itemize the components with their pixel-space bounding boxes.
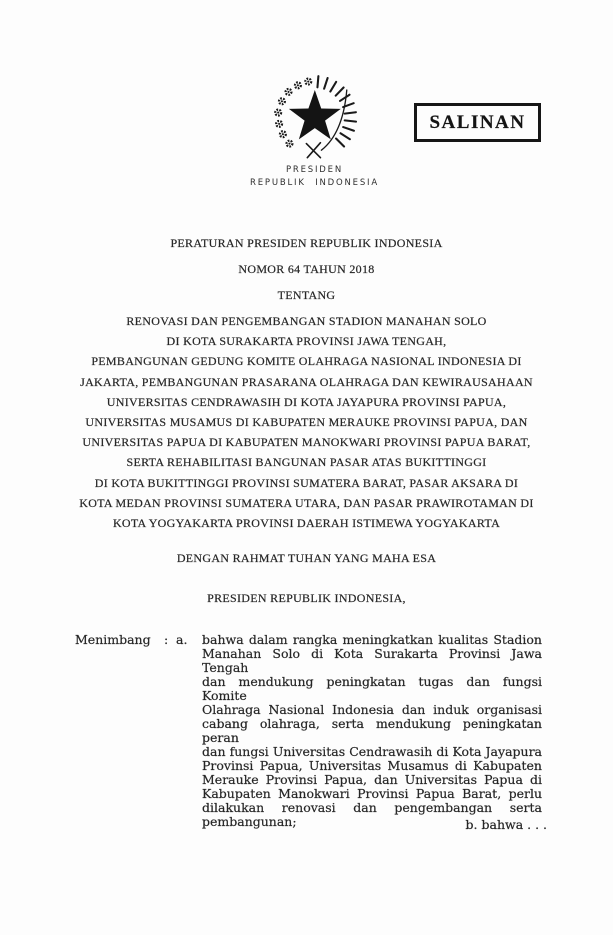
considering-paragraph bbox=[202, 633, 542, 829]
catchword: b. bahwa . . . bbox=[465, 817, 547, 832]
considering-line: dilakukan renovasi dan pengembangan serta bbox=[202, 800, 542, 815]
considering-line: cabang olahraga, serta mendukung peningkatan peran bbox=[202, 716, 542, 745]
salinan-stamp bbox=[414, 103, 541, 142]
invocation-line: DENGAN RAHMAT TUHAN YANG MAHA ESA bbox=[176, 551, 437, 565]
subject-line: KOTA MEDAN PROVINSI SUMATERA UTARA, DAN PASAR PRAWIROTAMAN DI bbox=[79, 495, 534, 510]
considering-line: Kabupaten Manokwari Provinsi Papua Barat, perlu bbox=[202, 786, 542, 801]
subject-line: SERTA REHABILITASI BANGUNAN PASAR ATAS BUKITTINGGI bbox=[126, 455, 487, 470]
considering-item-letter: a. bbox=[176, 632, 188, 647]
salinan-stamp-label: SALINAN bbox=[429, 111, 526, 133]
regulation-subject bbox=[0, 311, 613, 533]
considering-line: dan mendukung peningkatan tugas dan fungsi Komite bbox=[202, 674, 542, 703]
subject-line: JAKARTA, PEMBANGUNAN PRASARANA OLAHRAGA DAN KEWIRAUSAHAAN bbox=[80, 374, 533, 389]
subject-line: UNIVERSITAS MUSAMUS DI KABUPATEN MERAUKE PROVINSI PAPUA, DAN bbox=[85, 415, 528, 430]
letterhead-line-presiden: PRESIDEN bbox=[286, 165, 343, 175]
about-label: TENTANG bbox=[277, 288, 336, 302]
considering-line: Provinsi Papua, Universitas Musamus di Kabupaten bbox=[202, 758, 542, 773]
crossed-stems-icon bbox=[306, 143, 320, 158]
letterhead bbox=[8, 164, 613, 189]
subject-line: PEMBANGUNAN GEDUNG KOMITE OLAHRAGA NASIONAL INDONESIA DI bbox=[91, 354, 522, 369]
considering-line: dan fungsi Universitas Cendrawasih di Kota Jayapura bbox=[202, 744, 542, 759]
subject-line: RENOVASI DAN PENGEMBANGAN STADION MANAHAN SOLO bbox=[126, 314, 487, 328]
considering-line: Manahan Solo di Kota Surakarta Provinsi Jawa Tengah bbox=[202, 646, 542, 675]
considering-line: pembangunan; bbox=[202, 814, 297, 829]
subject-line: DI KOTA BUKITTINGGI PROVINSI SUMATERA BARAT, PASAR AKSARA DI bbox=[94, 475, 519, 490]
considering-line: bahwa dalam rangka meningkatkan kualitas Stadion bbox=[202, 632, 542, 647]
subject-line: KOTA YOGYAKARTA PROVINSI DAERAH ISTIMEWA YOGYAKARTA bbox=[112, 516, 501, 531]
considering-line: Olahraga Nasional Indonesia dan induk organisasi bbox=[202, 702, 542, 717]
considering-separator: : bbox=[164, 632, 169, 647]
star-icon bbox=[289, 90, 341, 139]
regulation-number: NOMOR 64 TAHUN 2018 bbox=[238, 262, 375, 276]
authority-line: PRESIDEN REPUBLIK INDONESIA, bbox=[207, 591, 406, 605]
subject-line: UNIVERSITAS PAPUA DI KABUPATEN MANOKWARI PROVINSI PAPUA BARAT, bbox=[82, 435, 531, 450]
regulation-title: PERATURAN PRESIDEN REPUBLIK INDONESIA bbox=[170, 236, 443, 250]
letterhead-line-republik-indonesia: REPUBLIK INDONESIA bbox=[250, 177, 379, 188]
presidential-seal-icon bbox=[265, 75, 359, 161]
subject-line: UNIVERSITAS CENDRAWASIH DI KOTA JAYAPURA PROVINSI PAPUA, bbox=[106, 394, 507, 409]
considering-label: Menimbang bbox=[75, 632, 151, 647]
considering-line: Merauke Provinsi Papua, dan Universitas Papua di bbox=[202, 772, 542, 787]
subject-line: DI KOTA SURAKARTA PROVINSI JAWA TENGAH, bbox=[166, 334, 447, 349]
